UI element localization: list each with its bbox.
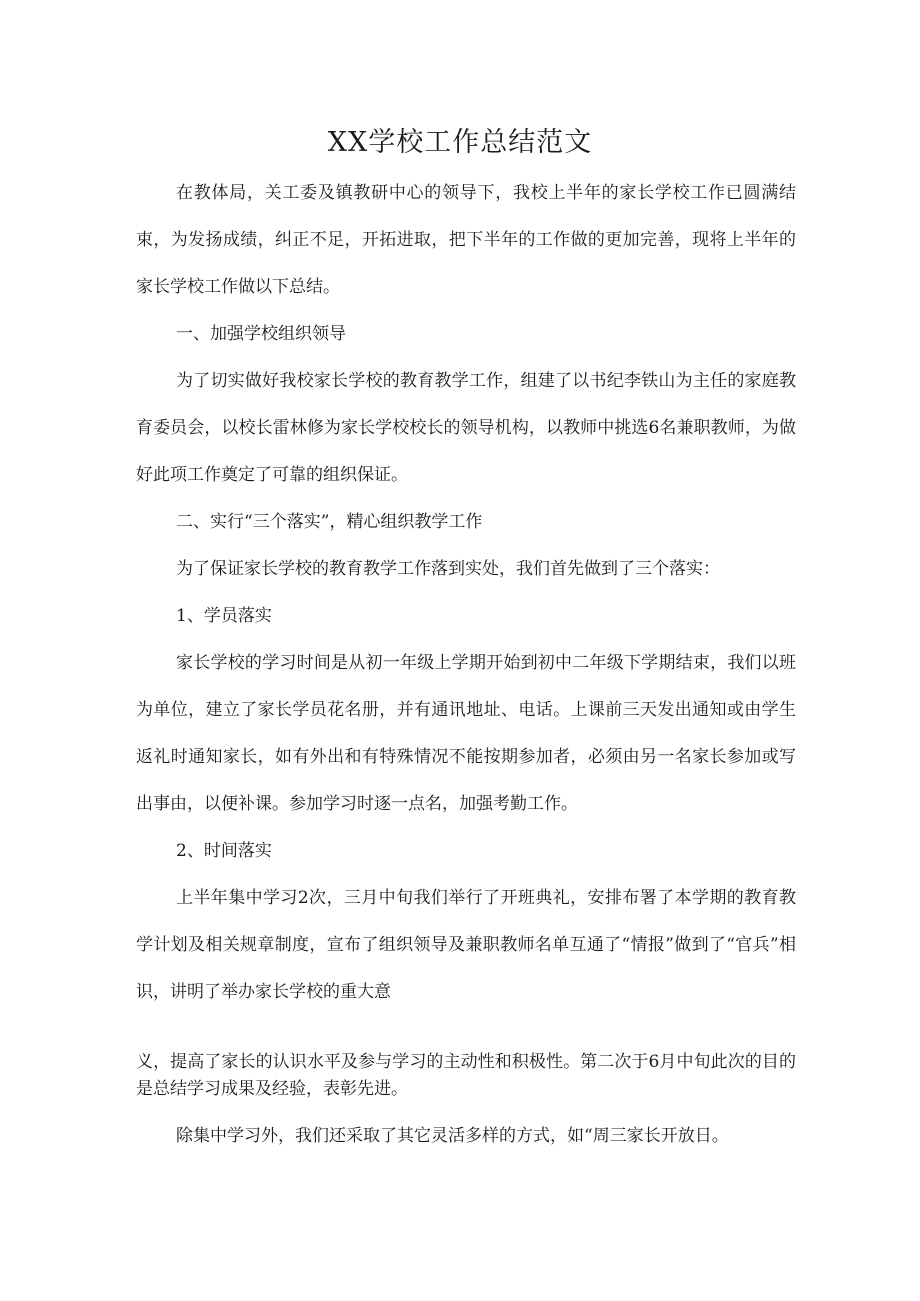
subheading-students: 1、学员落实 — [176, 606, 272, 626]
subheading-time: 2、时间落实 — [176, 841, 272, 861]
paragraph-time: 上半年集中学习2次，三月中旬我们举行了开班典礼，安排布署了本学期的教育教学计划及相关规章制度，宣布了组织领导及兼职教师名单互通了“情报”做到了“官兵”相识，讲明了举办家长学校的重大意 — [136, 888, 796, 1002]
section-heading-1: 一、加强学校组织领导 — [176, 324, 346, 344]
paragraph-three-implementations: 为了保证家长学校的教育教学工作落到实处，我们首先做到了三个落实： — [176, 559, 720, 579]
paragraph-organization: 为了切实做好我校家长学校的教育教学工作，组建了以书纪李铁山为主任的家庭教育委员会，以校长雷林修为家长学校校长的领导机构，以教师中挑选6名兼职教师，为做好此项工作奠定了可靠的组织保证。 — [136, 371, 796, 485]
paragraph-intro: 在教体局，关工委及镇教研中心的领导下，我校上半年的家长学校工作已圆满结束，为发扬成绩，纠正不足，开拓进取，把下半年的工作做的更加完善，现将上半年的家长学校工作做以下总结。 — [136, 183, 796, 297]
section-heading-2: 二、实行“三个落实”，精心组织教学工作 — [176, 512, 483, 532]
document-title: XX学校工作总结范文 — [327, 127, 593, 158]
paragraph-students: 家长学校的学习时间是从初一年级上学期开始到初中二年级下学期结束，我们以班为单位，建立了家长学员花名册，并有通讯地址、电话。上课前三天发出通知或由学生返礼时通知家长，如有外出和有特殊情况不能按期参加者，必须由另一名家长参加或写出事由，以便补课。参加学习时逐一点名，加强考勤工作。 — [136, 653, 796, 814]
paragraph-time-continued: 义，提高了家长的认识水平及参与学习的主动性和积极性。第二次于6月中旬此次的目的是总结学习成果及经验，表彰先进。 — [136, 1052, 796, 1099]
paragraph-other-methods: 除集中学习外，我们还采取了其它灵活多样的方式，如“周三家长开放日。 — [176, 1126, 729, 1146]
